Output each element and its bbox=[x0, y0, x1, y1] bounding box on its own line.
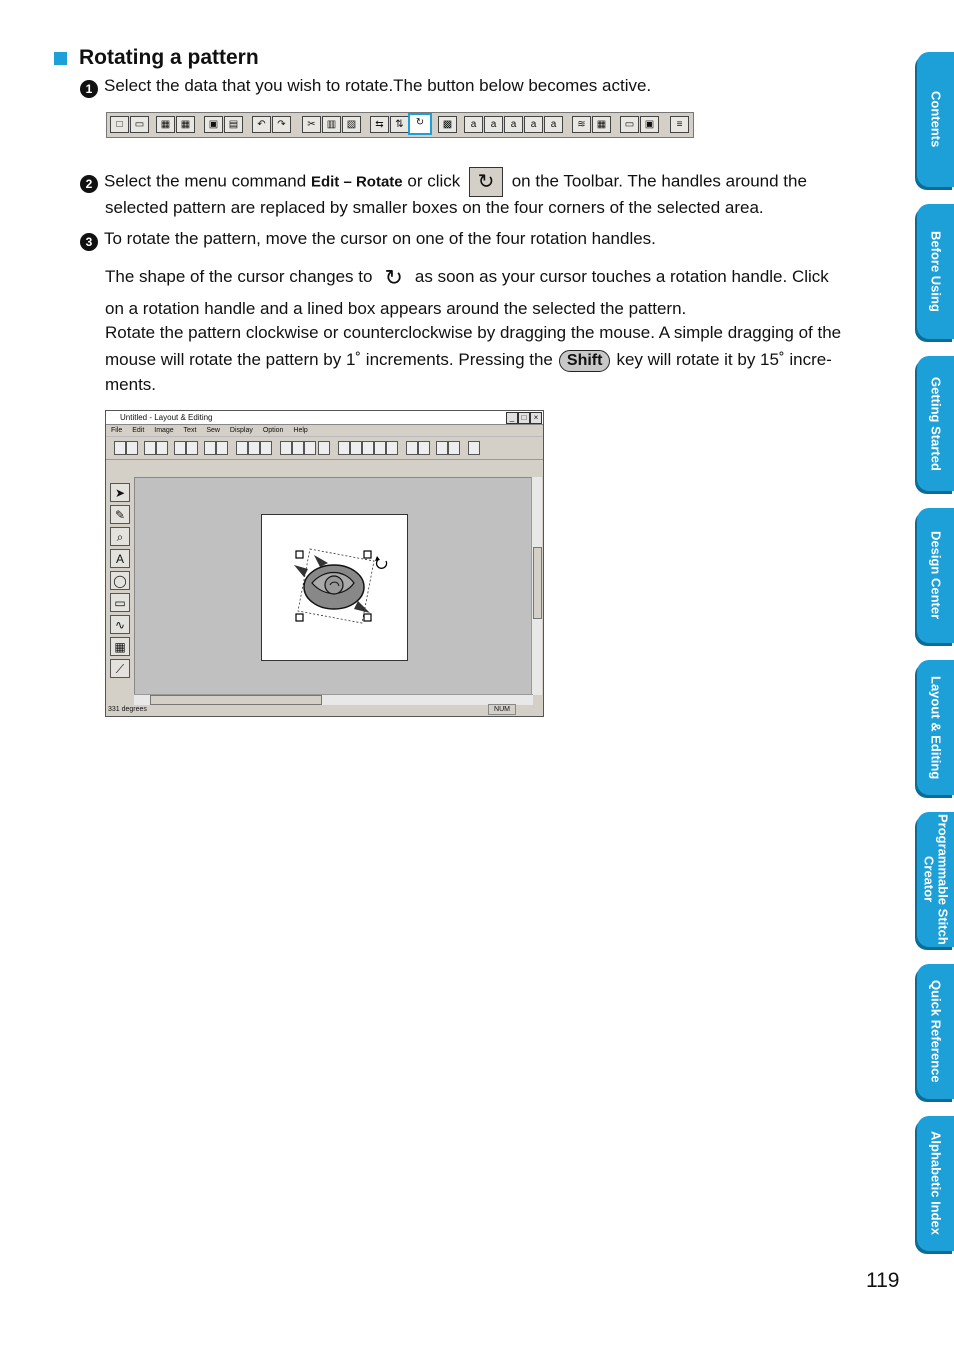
para-text: mouse will rotate the pattern by 1˚ increments. Pressing the bbox=[105, 350, 553, 369]
tab-layout-editing[interactable] bbox=[917, 660, 954, 795]
rotate-cursor-icon: ↻ bbox=[384, 264, 403, 290]
zoom-icon: ⌕ bbox=[110, 527, 130, 546]
tab-label: Design Center bbox=[928, 531, 944, 620]
num-lock-indicator: NUM bbox=[488, 704, 516, 715]
tab-label: Programmable Stitch Creator bbox=[921, 814, 951, 945]
measure-tool-icon: ⟋ bbox=[110, 659, 130, 678]
rotate-paragraph-line-3: ments. bbox=[105, 375, 157, 394]
sew-icon: ▩ bbox=[438, 116, 457, 133]
open-file-icon bbox=[126, 441, 138, 455]
rotate-button-icon: ↻ bbox=[469, 167, 503, 197]
new-file-icon bbox=[114, 441, 126, 455]
tab-quick-reference[interactable] bbox=[917, 964, 954, 1099]
text-wave-icon: a bbox=[524, 116, 543, 133]
cursor-paragraph bbox=[105, 264, 905, 291]
heading-title: Rotating a pattern bbox=[79, 46, 259, 69]
tab-programmable-stitch-creator[interactable] bbox=[917, 812, 954, 947]
rotate-paragraph-line-1: Rotate the pattern clockwise or counterclockwise by dragging the mouse. A simple dragging of the bbox=[105, 323, 842, 342]
redo-icon bbox=[216, 441, 228, 455]
flip-icon: ⇅ bbox=[390, 116, 409, 133]
cut-icon: ✂ bbox=[302, 116, 321, 133]
menu-display: Display bbox=[229, 427, 253, 434]
status-bar bbox=[108, 705, 541, 714]
stitch-grid-icon bbox=[418, 441, 430, 455]
rotate-paragraph-line-2 bbox=[105, 347, 905, 373]
rectangle-tool-icon: ▭ bbox=[110, 593, 130, 612]
cut-icon bbox=[236, 441, 248, 455]
step-text: To rotate the pattern, move the cursor on one of the four rotation handles. bbox=[104, 229, 656, 248]
import-icon: ▦ bbox=[156, 116, 175, 133]
page-number: 119 bbox=[866, 1269, 900, 1292]
display-icon: ▭ bbox=[620, 116, 639, 133]
step-number: 1 bbox=[80, 80, 98, 98]
tab-label: Contents bbox=[928, 91, 944, 148]
undo-icon: ↶ bbox=[252, 116, 271, 133]
step-number: 2 bbox=[80, 175, 98, 193]
rose-pattern-icon bbox=[262, 515, 407, 660]
redo-icon: ↷ bbox=[272, 116, 291, 133]
text-fit-icon bbox=[350, 441, 362, 455]
step-3 bbox=[80, 226, 656, 252]
save-icon bbox=[174, 441, 186, 455]
preview-icon bbox=[448, 441, 460, 455]
tab-label: Getting Started bbox=[928, 376, 944, 471]
scroll-thumb bbox=[150, 695, 322, 705]
horizontal-scrollbar bbox=[134, 694, 533, 705]
circle-tool-icon: ◯ bbox=[110, 571, 130, 590]
text-wave-icon bbox=[374, 441, 386, 455]
tab-label: Before Using bbox=[928, 231, 944, 312]
design-page bbox=[261, 514, 408, 661]
copy-icon: ▥ bbox=[322, 116, 341, 133]
window-title: Untitled - Layout & Editing bbox=[120, 413, 213, 422]
step-text-mid: or click bbox=[402, 171, 465, 191]
point-edit-icon: ✎ bbox=[110, 505, 130, 524]
text-arc-icon bbox=[362, 441, 374, 455]
menu-sew: Sew bbox=[206, 427, 220, 434]
tab-label: Alphabetic Index bbox=[928, 1131, 944, 1236]
rotate-icon: ↻ bbox=[408, 113, 432, 135]
text-shape-icon: a bbox=[544, 116, 563, 133]
window-menubar bbox=[106, 425, 543, 437]
design-canvas bbox=[134, 477, 533, 695]
flip-icon bbox=[292, 441, 304, 455]
step-text-before: Select the menu command bbox=[104, 171, 311, 191]
section-heading bbox=[54, 46, 259, 70]
step-text-after: on the Toolbar. The handles around the bbox=[506, 171, 807, 191]
save-as-icon: ▤ bbox=[224, 116, 243, 133]
text-arc-icon: a bbox=[504, 116, 523, 133]
select-arrow-icon: ➤ bbox=[110, 483, 130, 502]
tab-getting-started[interactable] bbox=[917, 356, 954, 491]
text-abc-icon: a bbox=[464, 116, 483, 133]
properties-icon bbox=[468, 441, 480, 455]
text-fit-icon: a bbox=[484, 116, 503, 133]
menu-file: File bbox=[111, 427, 123, 434]
text-shape-icon bbox=[386, 441, 398, 455]
app-window-screenshot bbox=[105, 410, 544, 717]
tab-alphabetic-index[interactable] bbox=[917, 1116, 954, 1251]
mirror-icon bbox=[280, 441, 292, 455]
tab-design-center[interactable] bbox=[917, 508, 954, 643]
menu-option: Option bbox=[262, 427, 284, 434]
window-titlebar bbox=[106, 411, 543, 425]
scroll-thumb bbox=[533, 547, 542, 619]
new-file-icon: □ bbox=[110, 116, 129, 133]
properties-icon: ≡ bbox=[670, 116, 689, 133]
paste-icon: ▧ bbox=[342, 116, 361, 133]
mirror-icon: ⇆ bbox=[370, 116, 389, 133]
left-toolbox bbox=[110, 483, 132, 681]
save-as-icon bbox=[186, 441, 198, 455]
menu-command: Edit – Rotate bbox=[310, 173, 403, 191]
preview-icon: ▣ bbox=[640, 116, 659, 133]
toolbar-illustration bbox=[106, 112, 694, 138]
cursor-paragraph-line-2: on a rotation handle and a lined box appears around the selected the pattern. bbox=[105, 299, 687, 318]
menu-image: Image bbox=[154, 427, 174, 434]
sew-icon bbox=[318, 441, 330, 455]
open-file-icon: ▭ bbox=[130, 116, 149, 133]
minimize-icon: _ bbox=[506, 412, 518, 424]
display-icon bbox=[436, 441, 448, 455]
stitch-icon: ≋ bbox=[572, 116, 591, 133]
tab-before-using[interactable] bbox=[917, 204, 954, 339]
text-icon bbox=[338, 441, 350, 455]
stitch-grid-icon: ▦ bbox=[592, 116, 611, 133]
undo-icon bbox=[204, 441, 216, 455]
stitch-icon bbox=[406, 441, 418, 455]
curve-tool-icon: ∿ bbox=[110, 615, 130, 634]
menu-text: Text bbox=[183, 427, 197, 434]
step-2-line-2: selected pattern are replaced by smaller boxes on the four corners of the selected area. bbox=[105, 198, 764, 217]
paste-icon bbox=[260, 441, 272, 455]
tab-label: Quick Reference bbox=[928, 980, 944, 1083]
close-icon: × bbox=[530, 412, 542, 424]
tab-contents[interactable] bbox=[917, 52, 954, 187]
heading-square-icon bbox=[54, 52, 67, 65]
tab-label: Layout & Editing bbox=[928, 675, 944, 780]
stitch-tool-icon: ▦ bbox=[110, 637, 130, 656]
browse-icon: ▦ bbox=[176, 116, 195, 133]
para-text: The shape of the cursor changes to bbox=[105, 267, 373, 286]
rotate-icon bbox=[304, 441, 316, 455]
menu-help: Help bbox=[293, 427, 308, 434]
para-text: as soon as your cursor touches a rotation handle. Click bbox=[414, 267, 829, 286]
save-icon: ▣ bbox=[204, 116, 223, 133]
browse-icon bbox=[156, 441, 168, 455]
import-icon bbox=[144, 441, 156, 455]
step-text: Select the data that you wish to rotate.The button below becomes active. bbox=[104, 76, 652, 95]
step-2 bbox=[80, 167, 807, 197]
copy-icon bbox=[248, 441, 260, 455]
menu-edit: Edit bbox=[132, 427, 145, 434]
text-tool-icon: A bbox=[110, 549, 130, 568]
window-toolbar bbox=[106, 437, 543, 460]
step-1 bbox=[80, 73, 651, 99]
status-degrees: 331 degrees bbox=[108, 706, 147, 713]
shift-key: Shift bbox=[559, 350, 611, 372]
para-text: key will rotate it by 15˚ incre- bbox=[616, 350, 832, 369]
vertical-scrollbar bbox=[531, 477, 542, 695]
step-number: 3 bbox=[80, 233, 98, 251]
maximize-icon: □ bbox=[518, 412, 530, 424]
